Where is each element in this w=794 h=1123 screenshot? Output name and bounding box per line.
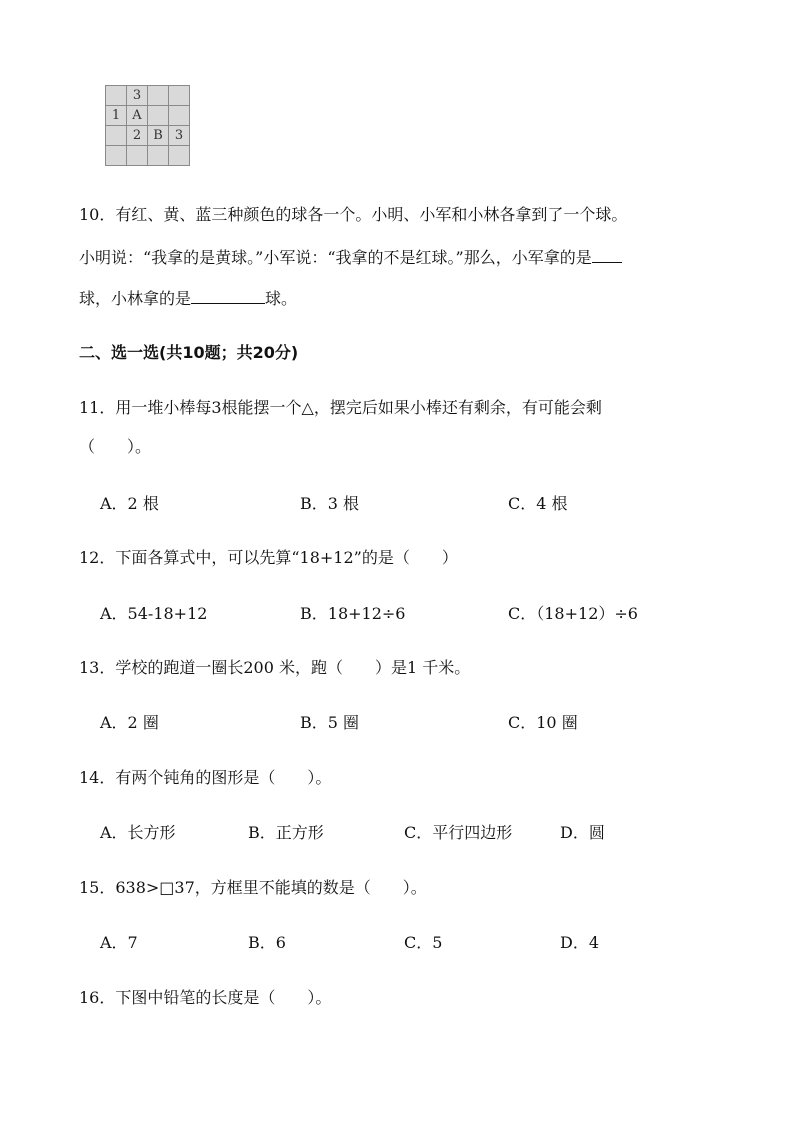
option-c[interactable]: C．10 圈 bbox=[508, 713, 578, 732]
grid-cell bbox=[148, 146, 169, 166]
option-a[interactable]: A．7 bbox=[100, 933, 138, 952]
q10-line-3 bbox=[79, 287, 297, 309]
option-c[interactable]: C．4 根 bbox=[508, 494, 568, 513]
option-b[interactable]: B．18+12÷6 bbox=[300, 604, 406, 623]
grid-cell bbox=[106, 146, 127, 166]
grid-cell bbox=[106, 86, 127, 106]
option-c[interactable]: C．（18+12）÷6 bbox=[508, 604, 638, 623]
grid-cell bbox=[127, 146, 148, 166]
grid-row bbox=[106, 126, 190, 146]
grid-cell: 1 bbox=[106, 106, 127, 126]
answer-blank[interactable] bbox=[592, 246, 622, 263]
option-a[interactable]: A．2 根 bbox=[100, 494, 159, 513]
q12-text: 12．下面各算式中，可以先算“18+12”的是（ ） bbox=[79, 548, 458, 567]
grid-cell: 3 bbox=[169, 126, 190, 146]
q10-line-2 bbox=[79, 246, 622, 268]
option-d[interactable]: D．4 bbox=[560, 933, 600, 952]
option-a[interactable]: A．长方形 bbox=[100, 823, 176, 842]
grid-row bbox=[106, 86, 190, 106]
q10-line-2-text: 小明说：“我拿的是黄球。”小军说：“我拿的不是红球。”那么，小军拿的是 bbox=[79, 248, 592, 267]
option-b[interactable]: B．3 根 bbox=[300, 494, 360, 513]
q16-text: 16．下图中铅笔的长度是（ ）。 bbox=[79, 988, 332, 1007]
grid-cell bbox=[169, 86, 190, 106]
grid-cell bbox=[148, 86, 169, 106]
q10-line-3-text-a: 球，小林拿的是 bbox=[79, 289, 192, 308]
option-d[interactable]: D．圆 bbox=[560, 823, 605, 842]
q10-line-3-text-b: 球。 bbox=[265, 289, 298, 308]
grid-cell: A bbox=[127, 106, 148, 126]
q15-text: 15．638>□37，方框里不能填的数是（ ）。 bbox=[79, 878, 427, 897]
grid-cell: B bbox=[148, 126, 169, 146]
grid-cell: 2 bbox=[127, 126, 148, 146]
option-a[interactable]: A．2 圈 bbox=[100, 713, 159, 732]
section-heading: 二、选一选(共10题；共20分) bbox=[79, 343, 299, 362]
number-grid-figure bbox=[105, 85, 190, 166]
q13-text: 13．学校的跑道一圈长200 米，跑（ ）是1 千米。 bbox=[79, 658, 471, 677]
q11-line-1: 11．用一堆小棒每3根能摆一个△，摆完后如果小棒还有剩余，有可能会剩 bbox=[79, 398, 602, 417]
grid-cell: 3 bbox=[127, 86, 148, 106]
grid-cell bbox=[148, 106, 169, 126]
grid-row bbox=[106, 146, 190, 166]
option-a[interactable]: A．54-18+12 bbox=[100, 604, 208, 623]
grid-row bbox=[106, 106, 190, 126]
option-b[interactable]: B．6 bbox=[248, 933, 286, 952]
grid-cell bbox=[106, 126, 127, 146]
q10-line-1: 10．有红、黄、蓝三种颜色的球各一个。小明、小军和小林各拿到了一个球。 bbox=[79, 205, 628, 224]
grid-cell bbox=[169, 146, 190, 166]
option-b[interactable]: B．5 圈 bbox=[300, 713, 360, 732]
q14-text: 14．有两个钝角的图形是（ ）。 bbox=[79, 768, 332, 787]
q11-line-2: （ ）。 bbox=[79, 437, 152, 456]
option-c[interactable]: C．平行四边形 bbox=[404, 823, 513, 842]
option-c[interactable]: C．5 bbox=[404, 933, 443, 952]
answer-blank[interactable] bbox=[191, 287, 265, 304]
option-b[interactable]: B．正方形 bbox=[248, 823, 324, 842]
grid-cell bbox=[169, 106, 190, 126]
